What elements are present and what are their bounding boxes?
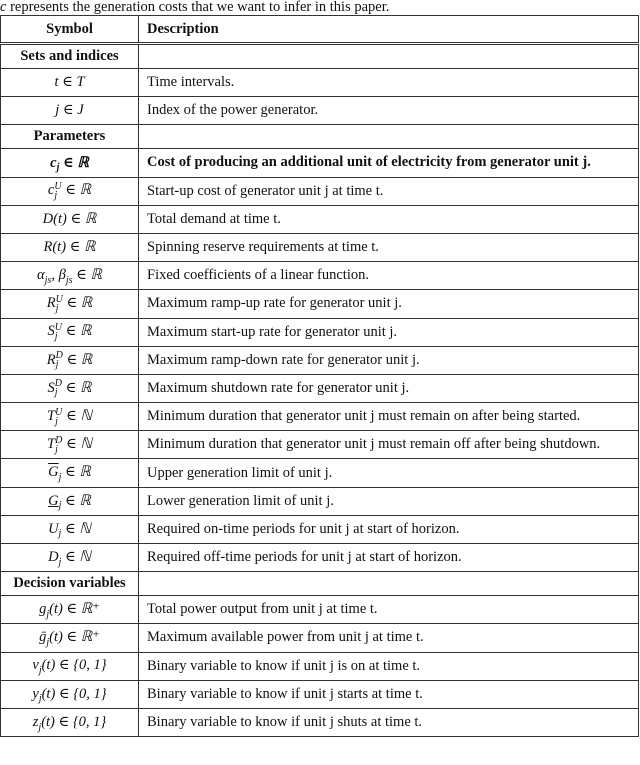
table-row	[1, 624, 639, 652]
symbol-subscript: j	[38, 721, 42, 733]
symbol-base: ḡ	[39, 629, 47, 646]
symbol-subscript: j	[38, 665, 42, 677]
description-cell: Spinning reserve requirements at time t.	[139, 233, 639, 261]
table-row	[1, 680, 639, 708]
math-symbol	[32, 657, 107, 677]
symbol-rest: ∈ ℝ	[62, 379, 92, 396]
symbol-rest: ∈ ℝ	[66, 239, 96, 256]
symbol-rest: ∈ ℝ	[59, 154, 89, 171]
symbol-cell	[1, 515, 139, 543]
math-symbol	[46, 293, 93, 314]
symbol-base: G	[48, 492, 59, 509]
symbol-cell	[1, 233, 139, 261]
symbol-rest: ∈ ℝ	[62, 351, 93, 368]
symbol-rest: ∈ ℝ	[62, 295, 93, 312]
symbol-rest: ∈ ℝ	[61, 492, 91, 509]
symbol-rest: ∈ ℕ	[61, 548, 91, 565]
math-symbol	[47, 181, 92, 202]
table-row	[1, 346, 639, 374]
symbol-cell	[1, 290, 139, 318]
description-cell: Lower generation limit of unit j.	[139, 487, 639, 515]
symbol-superscript: U	[55, 293, 63, 305]
symbol-subscript: js	[65, 274, 73, 286]
symbol-rest: ∈ ℕ	[62, 407, 92, 424]
symbol-superscript: D	[54, 378, 62, 390]
symbol-subscript: j	[58, 556, 62, 568]
description-cell: Required on-time periods for unit j at start of horizon.	[139, 515, 639, 543]
table-row	[1, 596, 639, 624]
symbol-subscript: j	[55, 359, 59, 371]
section-empty	[139, 44, 639, 69]
section-empty	[139, 125, 639, 149]
symbol-cell	[1, 97, 139, 125]
math-symbol	[54, 74, 84, 90]
description-cell: Time intervals.	[139, 69, 639, 97]
notation-table	[0, 15, 639, 737]
symbol-cell	[1, 177, 139, 205]
math-symbol	[43, 211, 97, 227]
table-row	[1, 431, 639, 459]
table-row	[1, 318, 639, 346]
symbol-rest: ∈ ℝ	[66, 210, 97, 227]
symbol-base: j	[55, 102, 60, 119]
symbol-rest: (t) ∈ {0, 1}	[41, 685, 107, 702]
math-symbol	[48, 492, 91, 512]
symbol-superscript: D	[55, 434, 63, 446]
math-symbol	[55, 102, 83, 118]
table-row	[1, 487, 639, 515]
table-row	[1, 290, 639, 318]
symbol-base: R(t)	[43, 239, 67, 256]
description-cell: Minimum duration that generator unit j must remain on after being started.	[139, 403, 639, 431]
symbol-subscript: j	[55, 302, 59, 314]
symbol-cell	[1, 205, 139, 233]
symbol-rest: ∈ ℝ	[72, 267, 102, 284]
symbol-base: c	[50, 154, 57, 171]
symbol-rest: ∈ J	[59, 102, 84, 119]
symbol-base: U	[48, 520, 59, 537]
description-cell: Required off-time periods for unit j at start of horizon.	[139, 544, 639, 572]
symbol-rest: , β	[51, 267, 66, 284]
description-cell: Minimum duration that generator unit j must remain off after being shutdown.	[139, 431, 639, 459]
section-title: Decision variables	[1, 572, 139, 596]
symbol-cell	[1, 69, 139, 97]
table-row	[1, 544, 639, 572]
table-header-row	[1, 16, 639, 44]
table-row	[1, 177, 639, 205]
symbol-rest: (t) ∈ ℝ⁺	[49, 601, 100, 618]
math-symbol	[47, 322, 92, 343]
math-symbol	[43, 239, 95, 255]
symbol-rest: ∈ T	[58, 74, 85, 91]
section-row	[1, 125, 639, 149]
symbol-superscript: D	[55, 350, 63, 362]
caption-variable: c	[0, 0, 7, 15]
section-title: Parameters	[1, 125, 139, 149]
description-cell: Total demand at time t.	[139, 205, 639, 233]
symbol-base: g	[39, 601, 47, 618]
symbol-subscript: j	[58, 472, 62, 484]
table-row	[1, 149, 639, 177]
math-symbol	[39, 601, 100, 620]
math-symbol	[47, 434, 92, 455]
symbol-superscript: U	[54, 322, 62, 334]
symbol-cell	[1, 346, 139, 374]
symbol-cell	[1, 374, 139, 402]
math-symbol	[48, 548, 91, 568]
symbol-cell	[1, 149, 139, 177]
math-symbol	[46, 350, 93, 371]
description-cell: Binary variable to know if unit j shuts at time t.	[139, 708, 639, 736]
math-symbol	[32, 713, 107, 733]
symbol-superscript: U	[55, 406, 63, 418]
symbol-rest: ∈ ℕ	[62, 436, 92, 453]
section-row	[1, 44, 639, 69]
symbol-base: z	[32, 713, 39, 730]
symbol-subscript: j	[54, 387, 58, 399]
math-symbol	[47, 378, 92, 399]
description-cell: Maximum ramp-down rate for generator unit j.	[139, 346, 639, 374]
symbol-base: $\overline{G}$	[48, 464, 59, 481]
symbol-base: R	[46, 295, 56, 312]
symbol-base: T	[47, 407, 56, 424]
description-cell: Start-up cost of generator unit j at time t.	[139, 177, 639, 205]
table-row	[1, 652, 639, 680]
symbol-cell	[1, 544, 139, 572]
symbol-cell	[1, 318, 139, 346]
symbol-subscript: j	[38, 693, 42, 705]
symbol-rest: (t) ∈ {0, 1}	[41, 657, 107, 674]
symbol-cell	[1, 459, 139, 487]
symbol-base: R	[46, 351, 56, 368]
symbol-cell	[1, 262, 139, 290]
description-cell: Upper generation limit of unit j.	[139, 459, 639, 487]
symbol-subscript: j	[56, 162, 60, 174]
section-empty	[139, 572, 639, 596]
symbol-base: c	[47, 182, 55, 199]
description-cell: Binary variable to know if unit j is on at time t.	[139, 652, 639, 680]
description-cell: Maximum shutdown rate for generator unit j.	[139, 374, 639, 402]
math-symbol	[47, 406, 92, 427]
symbol-cell	[1, 624, 139, 652]
section-title: Sets and indices	[1, 44, 139, 69]
symbol-cell	[1, 680, 139, 708]
header-description: Description	[139, 16, 639, 44]
symbol-rest: ∈ ℝ	[62, 323, 92, 340]
table-row	[1, 233, 639, 261]
math-symbol	[48, 520, 91, 540]
symbol-cell	[1, 487, 139, 515]
section-row	[1, 572, 639, 596]
symbol-base: t	[54, 74, 59, 91]
caption-text: represents the generation costs that we want to infer in this paper.	[6, 0, 390, 15]
symbol-subscript: j	[54, 331, 58, 343]
symbol-superscript: U	[54, 181, 62, 193]
description-cell: Index of the power generator.	[139, 97, 639, 125]
symbol-subscript: j	[55, 415, 58, 427]
table-row	[1, 515, 639, 543]
table-row	[1, 374, 639, 402]
math-symbol	[32, 685, 107, 705]
symbol-subscript: j	[46, 636, 50, 648]
table-caption	[0, 0, 389, 16]
symbol-base: α	[37, 267, 45, 284]
table-row	[1, 403, 639, 431]
symbol-base: S	[47, 379, 55, 396]
description-cell: Cost of producing an additional unit of electricity from generator unit j.	[139, 149, 639, 177]
symbol-cell	[1, 403, 139, 431]
symbol-cell	[1, 596, 139, 624]
description-cell: Fixed coefficients of a linear function.	[139, 262, 639, 290]
symbol-subscript: j	[46, 608, 50, 620]
symbol-rest: ∈ ℝ	[61, 464, 91, 481]
math-symbol	[39, 629, 100, 648]
symbol-rest: ∈ ℕ	[61, 520, 91, 537]
symbol-cell	[1, 652, 139, 680]
header-symbol: Symbol	[1, 16, 139, 44]
description-cell: Maximum available power from unit j at time t.	[139, 624, 639, 652]
table-row	[1, 205, 639, 233]
symbol-subscript: js	[44, 274, 52, 286]
symbol-base: S	[47, 323, 55, 340]
description-cell: Maximum start-up rate for generator unit j.	[139, 318, 639, 346]
symbol-base: D	[48, 548, 59, 565]
math-symbol	[48, 464, 91, 484]
symbol-base: T	[47, 436, 56, 453]
table-row	[1, 708, 639, 736]
table-row	[1, 97, 639, 125]
symbol-cell	[1, 708, 139, 736]
description-cell: Maximum ramp-up rate for generator unit j.	[139, 290, 639, 318]
symbol-rest: ∈ ℝ	[61, 182, 92, 199]
symbol-subscript: j	[54, 190, 58, 202]
table-row	[1, 262, 639, 290]
description-cell: Binary variable to know if unit j starts at time t.	[139, 680, 639, 708]
symbol-subscript: j	[55, 443, 58, 455]
symbol-base: y	[32, 685, 39, 702]
description-cell: Total power output from unit j at time t.	[139, 596, 639, 624]
math-symbol	[37, 267, 102, 286]
table-row	[1, 459, 639, 487]
symbol-subscript: j	[58, 528, 62, 540]
symbol-rest: (t) ∈ {0, 1}	[41, 713, 107, 730]
symbol-subscript: j	[58, 500, 62, 512]
symbol-cell	[1, 431, 139, 459]
table-row	[1, 69, 639, 97]
math-symbol	[50, 154, 89, 174]
symbol-base: v	[32, 657, 39, 674]
symbol-base: D(t)	[42, 210, 67, 227]
symbol-rest: (t) ∈ ℝ⁺	[49, 629, 100, 646]
